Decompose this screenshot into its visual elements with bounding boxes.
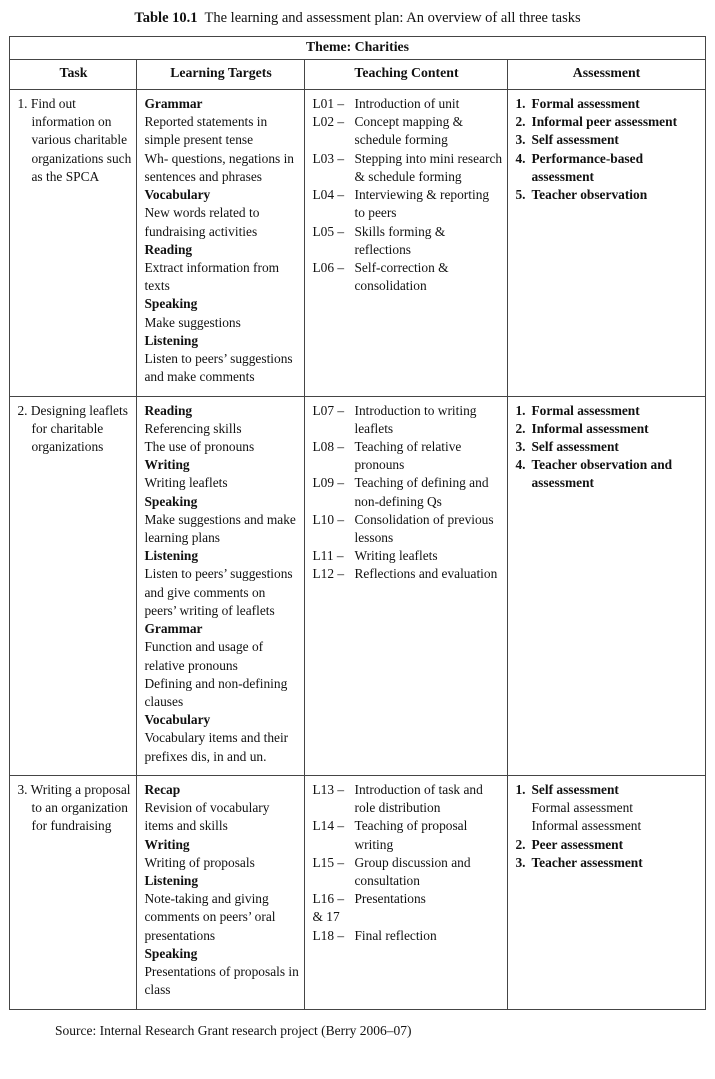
learning-target-detail: Extract information from texts bbox=[144, 259, 280, 294]
lesson-text: Consolidation of previous lessons bbox=[354, 511, 494, 546]
learning-target-detail: Vocabulary items and their prefixes dis, in and un. bbox=[144, 730, 289, 764]
learning-target-detail: Make suggestions bbox=[144, 314, 241, 330]
lesson-code: & 17 bbox=[312, 909, 340, 925]
lesson-code: L15 – bbox=[312, 854, 345, 870]
learning-targets-cell bbox=[137, 396, 305, 775]
learning-target-detail: Revision of vocabulary items and skills bbox=[144, 800, 270, 834]
assessment-text: Informal assessment bbox=[531, 420, 649, 436]
learning-target-detail: Reported statements in simple present tense bbox=[144, 114, 268, 148]
assessment-number: 1. bbox=[515, 96, 526, 111]
assessment-item bbox=[515, 854, 699, 872]
lesson-code: L13 – bbox=[312, 781, 345, 797]
assessment-text: Teacher observation and assessment bbox=[531, 457, 673, 491]
learning-target-detail: Note-taking and giving comments on peers’ oral presentations bbox=[144, 891, 276, 943]
assessment-number: 2. bbox=[515, 114, 526, 130]
assessment-item bbox=[515, 799, 699, 817]
assessment-number bbox=[515, 817, 531, 835]
learning-target-category: Grammar bbox=[144, 96, 203, 111]
table-body bbox=[10, 90, 705, 1010]
assessment-number: 1. bbox=[515, 402, 526, 418]
lesson-code: L18 – bbox=[312, 927, 345, 943]
lesson-code: L04 – bbox=[312, 187, 345, 203]
assessment-number: 4. bbox=[515, 150, 526, 166]
assessment-text: Formal assessment bbox=[531, 800, 634, 816]
lesson-text: Teaching of defining and non-defining Qs bbox=[354, 475, 489, 509]
lesson-text: Introduction of unit bbox=[354, 96, 460, 111]
lesson-item bbox=[312, 890, 502, 908]
table-caption-text: The learning and assessment plan: An overview of all three tasks bbox=[204, 10, 581, 26]
assessment-text: Self assessment bbox=[531, 781, 619, 797]
table-caption-label: Table 10.1 bbox=[134, 10, 198, 26]
lesson-code: L08 – bbox=[312, 438, 345, 454]
task-cell bbox=[10, 90, 137, 397]
learning-target-category: Vocabulary bbox=[144, 187, 211, 203]
learning-target-detail: New words related to fundraising activities bbox=[144, 205, 260, 239]
lesson-item bbox=[312, 854, 502, 890]
lesson-item bbox=[312, 113, 502, 149]
lesson-item bbox=[312, 259, 502, 295]
assessment-item bbox=[515, 131, 699, 149]
lesson-code: L12 – bbox=[312, 566, 345, 582]
learning-target-category: Listening bbox=[144, 872, 199, 888]
learning-target-detail: The use of pronouns bbox=[144, 438, 255, 454]
learning-target-detail: Defining and non-defining clauses bbox=[144, 675, 288, 709]
learning-target-category: Speaking bbox=[144, 493, 198, 509]
assessment-item bbox=[515, 402, 699, 420]
learning-target-detail: Listen to peers’ suggestions and give comments on peers’ writing of leaflets bbox=[144, 566, 293, 618]
learning-target-category: Reading bbox=[144, 402, 193, 418]
assessment-number: 3. bbox=[515, 438, 526, 454]
lesson-text: Introduction of task and role distribution bbox=[354, 781, 483, 816]
assessment-item bbox=[515, 817, 699, 835]
lesson-item bbox=[312, 223, 502, 259]
assessment-text: Formal assessment bbox=[531, 96, 640, 111]
assessment-text: Teacher observation bbox=[531, 187, 648, 203]
column-header-task: Task bbox=[10, 60, 137, 90]
assessment-text: Formal assessment bbox=[531, 402, 640, 418]
assessment-number: 5. bbox=[515, 187, 526, 203]
lesson-text: Introduction to writing leaflets bbox=[354, 402, 477, 436]
lesson-code: L03 – bbox=[312, 150, 345, 166]
lesson-code: L14 – bbox=[312, 818, 345, 834]
lesson-text: Final reflection bbox=[354, 927, 437, 943]
assessment-text: Self assessment bbox=[531, 132, 619, 148]
learning-target-detail: Writing leaflets bbox=[144, 475, 228, 491]
lesson-text: Reflections and evaluation bbox=[354, 566, 498, 582]
learning-target-category: Reading bbox=[144, 241, 193, 257]
learning-target-category: Grammar bbox=[144, 621, 203, 637]
column-header-teaching-content: Teaching Content bbox=[305, 60, 508, 90]
task-text: 3. Writing a proposal to an organization for fundraising bbox=[17, 781, 131, 834]
teaching-content-cell bbox=[305, 396, 508, 775]
lesson-item bbox=[312, 908, 502, 926]
lesson-item bbox=[312, 817, 502, 853]
lesson-text: Writing leaflets bbox=[354, 548, 438, 564]
task-text: 1. Find out information on various charitable organizations such as the SPCA bbox=[17, 96, 132, 184]
lesson-text: Group discussion and consultation bbox=[354, 854, 471, 888]
assessment-item bbox=[515, 438, 699, 456]
learning-target-category: Listening bbox=[144, 548, 199, 564]
learning-target-detail: Writing of proposals bbox=[144, 854, 255, 870]
lesson-text: Interviewing & reporting to peers bbox=[354, 187, 490, 221]
lesson-code: L09 – bbox=[312, 475, 345, 491]
lesson-item bbox=[312, 927, 502, 945]
lesson-code: L06 – bbox=[312, 259, 345, 275]
learning-targets-cell bbox=[137, 775, 305, 1009]
lesson-code: L02 – bbox=[312, 114, 345, 130]
lesson-code: L05 – bbox=[312, 223, 345, 239]
lesson-code: L16 – bbox=[312, 891, 345, 907]
source-note: Source: Internal Research Grant research project (Berry 2006–07) bbox=[55, 1022, 412, 1038]
assessment-item bbox=[515, 95, 699, 113]
lesson-text: Skills forming & reflections bbox=[354, 223, 446, 257]
assessment-text: Informal assessment bbox=[531, 818, 642, 834]
lesson-text: Concept mapping & schedule forming bbox=[354, 114, 464, 148]
table-row-2 bbox=[10, 396, 705, 775]
task-cell bbox=[10, 396, 137, 775]
assessment-text: Self assessment bbox=[531, 438, 619, 454]
lesson-code: L01 – bbox=[312, 96, 345, 111]
table-row-3 bbox=[10, 775, 705, 1009]
learning-target-detail: Listen to peers’ suggestions bbox=[144, 351, 293, 367]
lesson-code: L11 – bbox=[312, 548, 344, 564]
table-row-1 bbox=[10, 90, 705, 397]
assessment-text: Peer assessment bbox=[531, 836, 624, 852]
lesson-item bbox=[312, 186, 502, 222]
lesson-item bbox=[312, 511, 502, 547]
assessment-cell bbox=[508, 90, 705, 397]
lesson-item bbox=[312, 781, 502, 817]
assessment-item bbox=[515, 150, 699, 186]
lesson-item bbox=[312, 547, 502, 565]
assessment-number: 3. bbox=[515, 854, 526, 870]
teaching-content-cell bbox=[305, 775, 508, 1009]
learning-target-detail: Presentations of proposals in class bbox=[144, 964, 299, 998]
column-header-assessment: Assessment bbox=[508, 60, 705, 90]
assessment-cell bbox=[508, 396, 705, 775]
lesson-item bbox=[312, 438, 502, 474]
lesson-text: Teaching of relative pronouns bbox=[354, 438, 462, 473]
assessment-number: 4. bbox=[515, 457, 526, 473]
learning-target-detail: Make suggestions and make learning plans bbox=[144, 511, 296, 546]
learning-target-detail: Function and usage of relative pronouns bbox=[144, 639, 264, 673]
lesson-item bbox=[312, 402, 502, 438]
lesson-text: Stepping into mini research & schedule forming bbox=[354, 150, 503, 184]
learning-target-category: Vocabulary bbox=[144, 712, 211, 728]
learning-target-category: Speaking bbox=[144, 296, 198, 312]
assessment-number: 1. bbox=[515, 781, 526, 797]
lesson-code: L07 – bbox=[312, 402, 345, 418]
lesson-text: Self-correction & consolidation bbox=[354, 259, 449, 294]
task-cell bbox=[10, 775, 137, 1009]
assessment-text: Teacher assessment bbox=[531, 854, 643, 870]
learning-target-detail: Referencing skills bbox=[144, 420, 242, 436]
assessment-text: Performance-based assessment bbox=[531, 150, 644, 184]
learning-target-category: Listening bbox=[144, 332, 199, 348]
assessment-number: 3. bbox=[515, 132, 526, 148]
learning-targets-cell bbox=[137, 90, 305, 397]
assessment-item bbox=[515, 781, 699, 799]
assessment-item bbox=[515, 420, 699, 438]
lesson-item bbox=[312, 95, 502, 113]
learning-target-detail: and make comments bbox=[144, 369, 255, 385]
assessment-item bbox=[515, 113, 699, 131]
lesson-text bbox=[354, 908, 502, 926]
assessment-number: 2. bbox=[515, 420, 526, 436]
learning-target-category: Writing bbox=[144, 457, 190, 473]
task-text: 2. Designing leaflets for charitable organizations bbox=[17, 402, 128, 454]
learning-target-category: Writing bbox=[144, 836, 190, 852]
learning-target-detail: Wh- questions, negations in sentences and phrases bbox=[144, 150, 294, 184]
lesson-text: Presentations bbox=[354, 891, 426, 907]
column-header-learning-targets: Learning Targets bbox=[137, 60, 305, 90]
teaching-content-cell bbox=[305, 90, 508, 397]
column-header-row bbox=[10, 60, 705, 90]
theme-header-row bbox=[10, 37, 705, 60]
table-caption bbox=[8, 10, 707, 27]
assessment-item bbox=[515, 836, 699, 854]
assessment-item bbox=[515, 456, 699, 492]
lesson-item bbox=[312, 565, 502, 583]
lesson-code: L10 – bbox=[312, 511, 345, 527]
learning-plan-table bbox=[9, 36, 705, 1010]
assessment-item bbox=[515, 186, 699, 204]
learning-target-category: Speaking bbox=[144, 945, 198, 961]
assessment-number: 2. bbox=[515, 836, 526, 852]
assessment-cell bbox=[508, 775, 705, 1009]
lesson-text: Teaching of proposal writing bbox=[354, 818, 468, 852]
lesson-item bbox=[312, 150, 502, 186]
assessment-text: Informal peer assessment bbox=[531, 114, 678, 130]
theme-header: Theme: Charities bbox=[10, 37, 705, 60]
lesson-item bbox=[312, 474, 502, 510]
learning-target-category: Recap bbox=[144, 781, 181, 797]
assessment-number bbox=[515, 799, 531, 817]
